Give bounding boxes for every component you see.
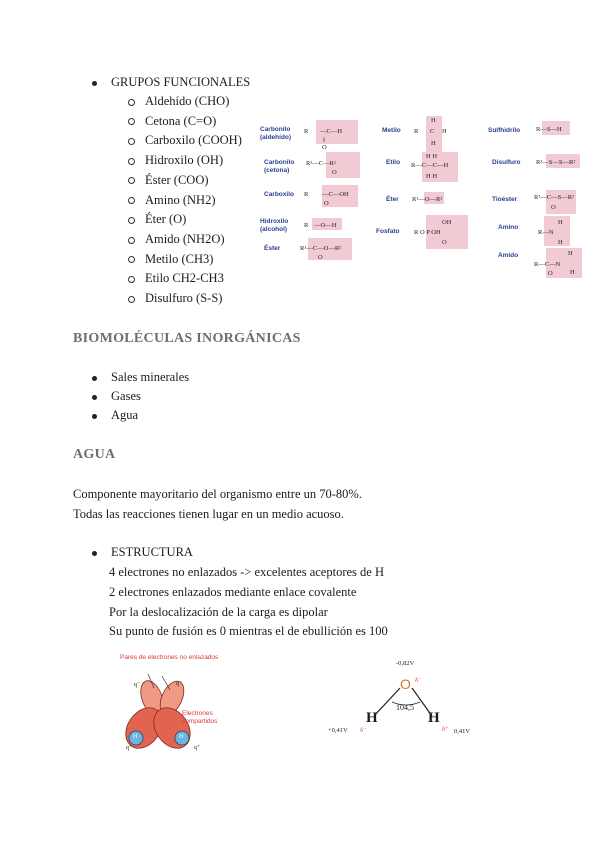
svg-text:H: H — [442, 128, 447, 135]
grupos-list — [128, 92, 242, 309]
svg-text:R: R — [304, 222, 309, 229]
svg-text:O: O — [318, 254, 323, 261]
bond-angle: 104,5 — [396, 703, 414, 712]
svg-text:R—C—C—H: R—C—C—H — [411, 162, 449, 169]
svg-text:R: R — [304, 128, 309, 135]
formula-drawings — [256, 112, 596, 284]
svg-text:C: C — [430, 128, 435, 135]
label-amido: Amido — [498, 252, 519, 259]
svg-text:OH: OH — [442, 219, 452, 226]
label-tioester: Tioéster — [492, 196, 518, 203]
list-item: Hidroxilo (OH) — [128, 151, 242, 171]
list-item: Sales minerales — [92, 367, 189, 387]
charge-label: q⁺ — [126, 745, 133, 751]
list-item: Metilo (CH3) — [128, 250, 242, 270]
svg-text:H: H — [558, 239, 563, 246]
label-eter: Éter — [386, 196, 399, 203]
h-atom-left: H — [133, 734, 138, 740]
estructura-point: 4 electrones no enlazados -> excelentes aceptores de H — [109, 565, 384, 579]
svg-text:H: H — [431, 140, 436, 147]
label-metilo: Metilo — [382, 127, 401, 134]
list-item: Cetona (C=O) — [128, 112, 242, 132]
svg-text:O: O — [551, 204, 556, 211]
svg-text:R¹—C—O—R²: R¹—C—O—R² — [300, 245, 342, 252]
svg-text:H: H — [568, 250, 573, 257]
label-compartidos: Electrones compartidos — [182, 710, 218, 725]
grupos-bullet — [92, 72, 250, 92]
paragraph-line: Componente mayoritario del organismo entre un 70-80%. — [73, 487, 362, 501]
charge-h-left: +0,41V — [328, 727, 348, 734]
label-ester: Éster — [264, 245, 281, 252]
svg-text:O: O — [442, 239, 447, 246]
estructura-bullet — [92, 542, 193, 562]
water-dipole-diagram — [324, 654, 484, 744]
label-sulfhidrilo: Sulfhidrilo — [488, 127, 521, 134]
svg-text:H H: H H — [426, 153, 438, 160]
label-pares: Pares de electrones no enlazados — [120, 654, 219, 661]
svg-text:O: O — [332, 169, 337, 176]
list-item: Amino (NH2) — [128, 191, 242, 211]
charge-oxygen: -0,82V — [396, 660, 415, 667]
section-heading-inorganicas: BIOMOLÉCULAS INORGÁNICAS — [73, 331, 301, 346]
charge-label: q⁻ — [176, 681, 183, 687]
functional-groups-table — [256, 112, 596, 284]
svg-text:—C—H: —C—H — [320, 128, 343, 135]
svg-text:H H: H H — [426, 173, 438, 180]
list-item: Etilo CH2-CH3 — [128, 269, 242, 289]
orbital-drawing — [108, 648, 238, 756]
label-hidroxilo: Hidroxilo (alcohol) — [260, 218, 289, 233]
estructura-point: Su punto de fusión es 0 mientras el de ebullición es 100 — [109, 624, 388, 638]
svg-text:O: O — [324, 200, 329, 207]
svg-text:R—C—N: R—C—N — [534, 261, 561, 268]
charge-h-right: 0,41V — [454, 728, 471, 735]
charge-label: q⁻ — [134, 682, 141, 688]
grupos-title: GRUPOS FUNCIONALES — [111, 75, 251, 89]
svg-text:R¹—C—S—R²: R¹—C—S—R² — [534, 194, 575, 201]
svg-text:O: O — [548, 270, 553, 277]
list-item: Éster (COO) — [128, 171, 242, 191]
list-item: Amido (NH2O) — [128, 230, 242, 250]
bullet-dot — [92, 81, 97, 86]
svg-text:H: H — [570, 269, 575, 276]
hydrogen-atom-left: H — [366, 710, 378, 726]
svg-text:R¹—O—R²: R¹—O—R² — [412, 196, 443, 203]
estructura-point: 2 electrones enlazados mediante enlace covalente — [109, 585, 357, 599]
svg-text:R: R — [304, 191, 309, 198]
delta-minus-h: δ⁻ — [360, 727, 367, 734]
label-carboxilo: Carboxilo — [264, 191, 294, 198]
estructura-title: ESTRUCTURA — [111, 545, 193, 559]
delta-plus-h: δ⁺ — [442, 726, 449, 733]
svg-text:H: H — [431, 117, 436, 124]
svg-text:O: O — [322, 144, 327, 151]
svg-text:—C—OH: —C—OH — [322, 191, 349, 198]
svg-text:R: R — [414, 128, 419, 135]
paragraph-line: Todas las reacciones tienen lugar en un medio acuoso. — [73, 507, 344, 521]
delta-minus-o: δ⁻ — [415, 677, 422, 684]
list-item: Aldehído (CHO) — [128, 92, 242, 112]
svg-text:R¹—S—S—R²: R¹—S—S—R² — [536, 159, 576, 166]
list-item: Agua — [92, 405, 138, 425]
svg-text:R—S—H: R—S—H — [536, 126, 562, 133]
list-item: Carboxilo (COOH) — [128, 131, 242, 151]
hydrogen-atom-right: H — [428, 710, 440, 726]
estructura-point: Por la deslocalización de la carga es dipolar — [109, 605, 328, 619]
svg-text:H: H — [558, 219, 563, 226]
label-disulfuro: Disulfuro — [492, 159, 521, 166]
svg-text:‖: ‖ — [323, 137, 325, 144]
svg-text:—O—H: —O—H — [314, 222, 337, 229]
charge-label: q⁺ — [194, 745, 201, 751]
list-item: Disulfuro (S-S) — [128, 289, 242, 309]
label-carbonilo-aldehido: Carbonilo (aldehído) — [260, 126, 292, 141]
label-fosfato: Fosfato — [376, 228, 400, 235]
svg-text:R—N: R—N — [538, 229, 554, 236]
label-carbonilo-cetona: Carbonilo (cetona) — [264, 159, 295, 174]
section-heading-agua: AGUA — [73, 447, 116, 462]
water-orbital-diagram — [108, 648, 238, 756]
list-item: Éter (O) — [128, 210, 242, 230]
oxygen-atom: O — [400, 676, 411, 692]
label-amino: Amino — [498, 224, 519, 231]
list-item: Gases — [92, 386, 141, 406]
h-atom-right: H — [179, 734, 184, 740]
svg-text:R¹—C—R²: R¹—C—R² — [306, 160, 336, 167]
svg-text:R O P OH: R O P OH — [414, 229, 441, 236]
label-etilo: Etilo — [386, 159, 401, 166]
